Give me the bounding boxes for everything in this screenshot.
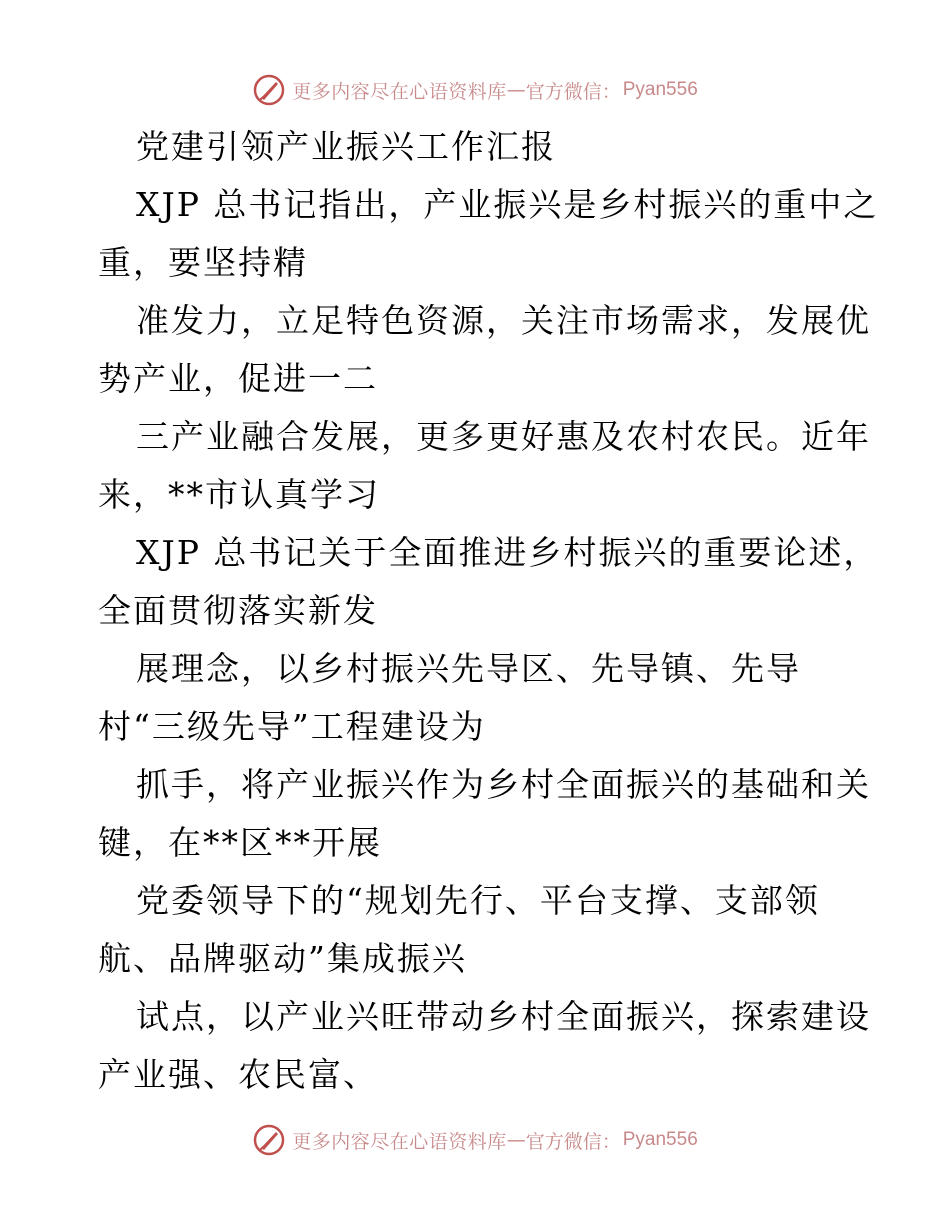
paragraph-line: 党委领导下的“规划先行、平台支撑、支部领 [136,881,820,920]
watermark-wechat-id: Pyan556 [622,1129,698,1150]
quill-circle-logo-icon [252,1123,286,1157]
watermark-dash: — [506,1129,526,1151]
paragraph-line: 重，要坚持精 [98,243,308,282]
watermark-text: 更多内容尽在心语资料库 [292,80,507,103]
paragraph-line: 准发力，立足特色资源，关注市场需求，发展优 [136,301,871,340]
paragraph-line: 试点，以产业兴旺带动乡村全面振兴，探索建设 [136,997,871,1036]
paragraph-line: 产业强、农民富、 [98,1055,378,1094]
paragraph-line: 抓手，将产业振兴作为乡村全面振兴的基础和关 [136,765,871,804]
watermark-text: 更多内容尽在心语资料库 [292,1130,507,1153]
paragraph-line: XJP 总书记指出，产业振兴是乡村振兴的重中之 [136,185,879,224]
watermark-wechat-label: 官方微信： [525,80,621,103]
watermark-dash: — [506,79,526,101]
paragraph-line: 展理念，以乡村振兴先导区、先导镇、先导 [136,649,801,688]
paragraph-line: 三产业融合发展，更多更好惠及农村农民。近年 [136,417,871,456]
quill-circle-logo-icon [252,73,286,107]
paragraph-line: 来，**市认真学习 [98,475,380,514]
paragraph-line: 键，在**区**开展 [98,823,382,862]
header-watermark [0,70,950,110]
watermark-wechat-id: Pyan556 [622,79,698,100]
paragraph-line: 势产业，促进一二 [98,359,378,398]
footer-watermark [0,1120,950,1160]
watermark-wechat-label: 官方微信： [525,1130,621,1153]
paragraph-line: 航、品牌驱动”集成振兴 [98,939,467,978]
document-body [98,118,879,1104]
doc-title: 党建引领产业振兴工作汇报 [136,127,556,166]
paragraph-line: 全面贯彻落实新发 [98,591,378,630]
paragraph-line: XJP 总书记关于全面推进乡村振兴的重要论述， [136,533,879,572]
paragraph-line: 村“三级先导”工程建设为 [98,707,486,746]
